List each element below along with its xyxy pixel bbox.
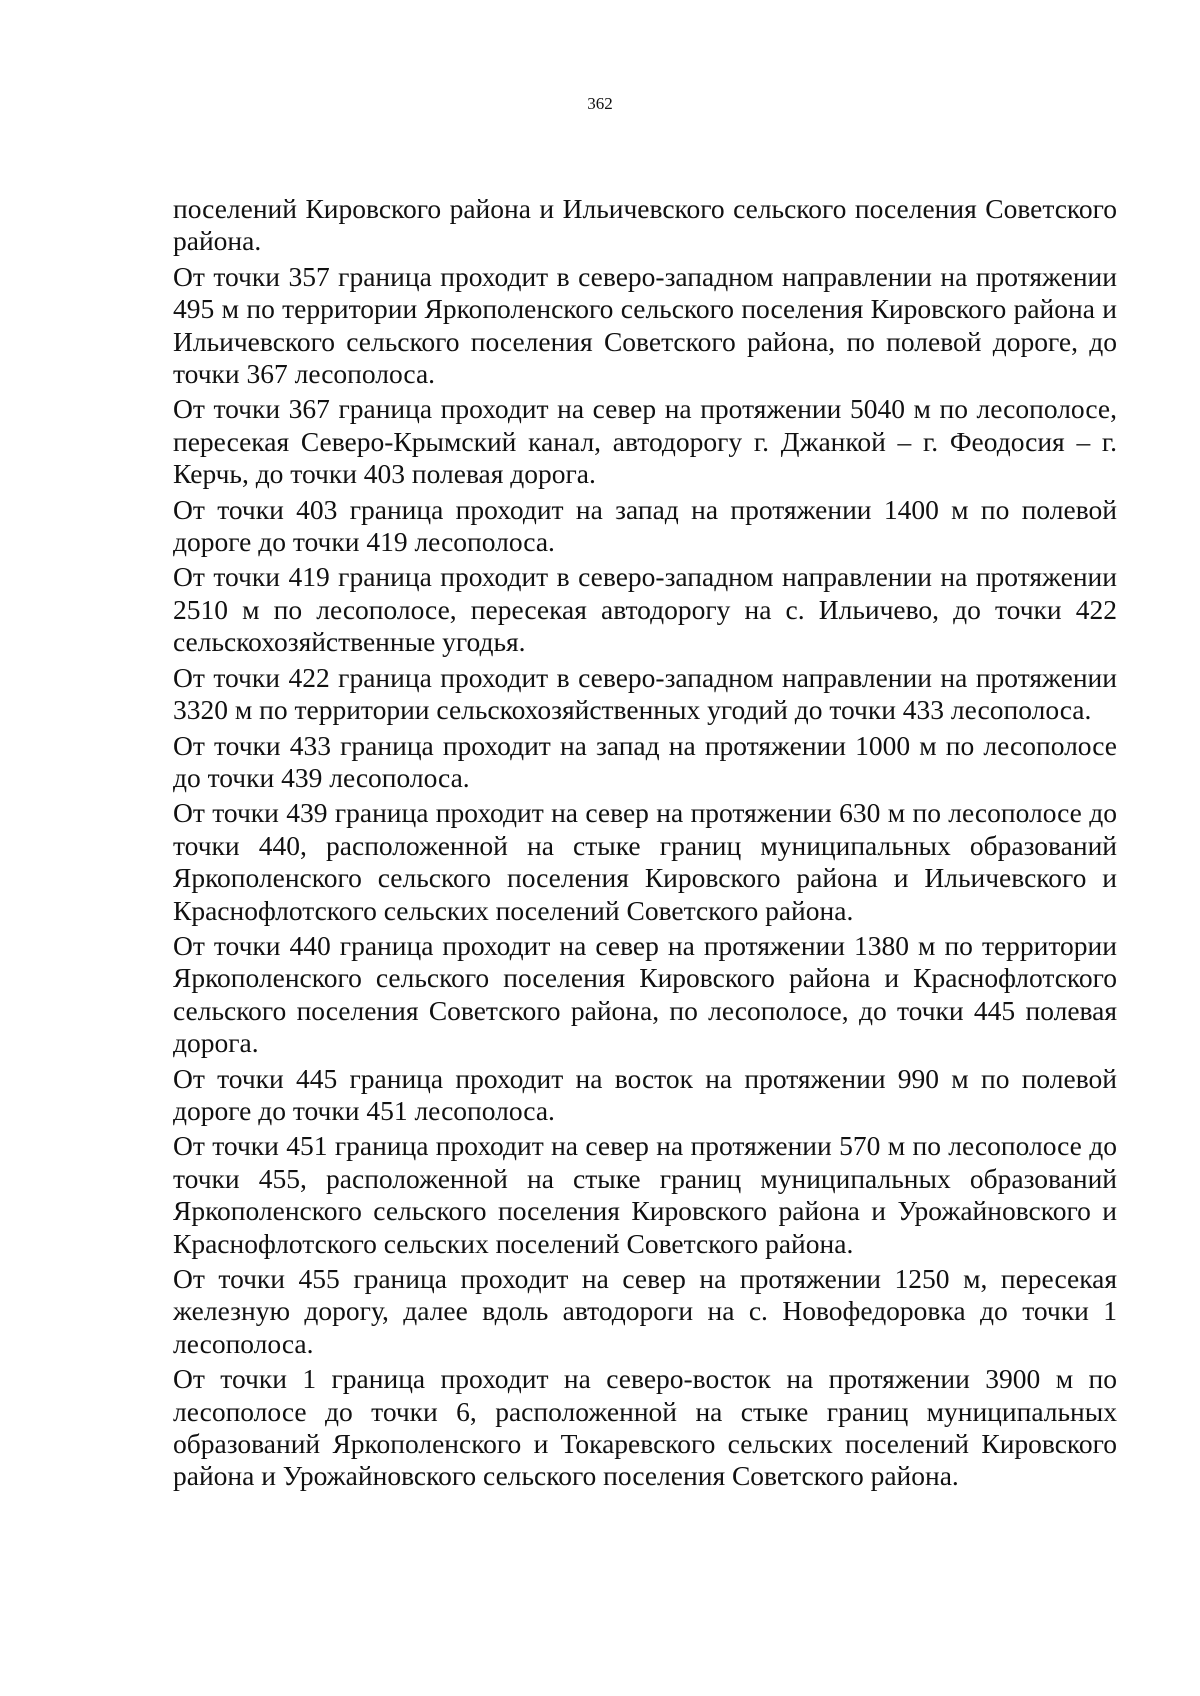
paragraph: От точки 419 граница проходит в северо-западном направлении на протяжении 2510 м по лесополосе, пересекая автодорогу на с. Ильичево, до точки 422 сельскохозяйственные угодья. (173, 561, 1117, 658)
document-body (173, 193, 1117, 1496)
paragraph: От точки 403 граница проходит на запад на протяжении 1400 м по полевой дороге до точки 419 лесополоса. (173, 493, 1117, 558)
paragraph: От точки 451 граница проходит на север на протяжении 570 м по лесополосе до точки 455, расположенной на стыке границ муниципальных образований Яркополенского сельского поселения Кировского района и Урожайновского и Краснофлотского сельских поселений Советского района. (173, 1130, 1117, 1259)
paragraph: От точки 433 граница проходит на запад на протяжении 1000 м по лесополосе до точки 439 лесополоса. (173, 729, 1117, 793)
paragraph: От точки 357 граница проходит в северо-западном направлении на протяжении 495 м по территории Яркополенского сельского поселения Кировского района и Ильичевского сельского поселения Советского района, по полевой дороге, до точки 367 лесополоса. (173, 260, 1117, 390)
paragraph: От точки 440 граница проходит на север на протяжении 1380 м по территории Яркополенского сельского поселения Кировского района и Краснофлотского сельского поселения Советского района, по лесополосе, до точки 445 полевая дорога. (173, 929, 1117, 1059)
paragraph: От точки 422 граница проходит в северо-западном направлении на протяжении 3320 м по территории сельскохозяйственных угодий до точки 433 лесополоса. (173, 661, 1117, 726)
paragraph: От точки 367 граница проходит на север на протяжении 5040 м по лесополосе, пересекая Северо-Крымский канал, автодорогу г. Джанкой – г. Феодосия – г. Керчь, до точки 403 полевая дорога. (173, 393, 1117, 490)
paragraph: От точки 445 граница проходит на восток на протяжении 990 м по полевой дороге до точки 451 лесополоса. (173, 1062, 1117, 1126)
paragraph: От точки 439 граница проходит на север на протяжении 630 м по лесополосе до точки 440, расположенной на стыке границ муниципальных образований Яркополенского сельского поселения Кировского района и Ильичевского и Краснофлотского сельских поселений Советского района. (173, 797, 1117, 926)
paragraph: От точки 1 граница проходит на северо-восток на протяжении 3900 м по лесополосе до точки 6, расположенной на стыке границ муниципальных образований Яркополенского и Токаревского сельских поселений Кировского района и Урожайновского сельского поселения Советского района. (173, 1363, 1117, 1492)
page-number: 362 (587, 94, 613, 113)
paragraph: От точки 455 граница проходит на север на протяжении 1250 м, пересекая железную дорогу, далее вдоль автодороги на с. Новофедоровка до точки 1 лесополоса. (173, 1263, 1117, 1359)
paragraph: поселений Кировского района и Ильичевского сельского поселения Советского района. (173, 193, 1117, 257)
